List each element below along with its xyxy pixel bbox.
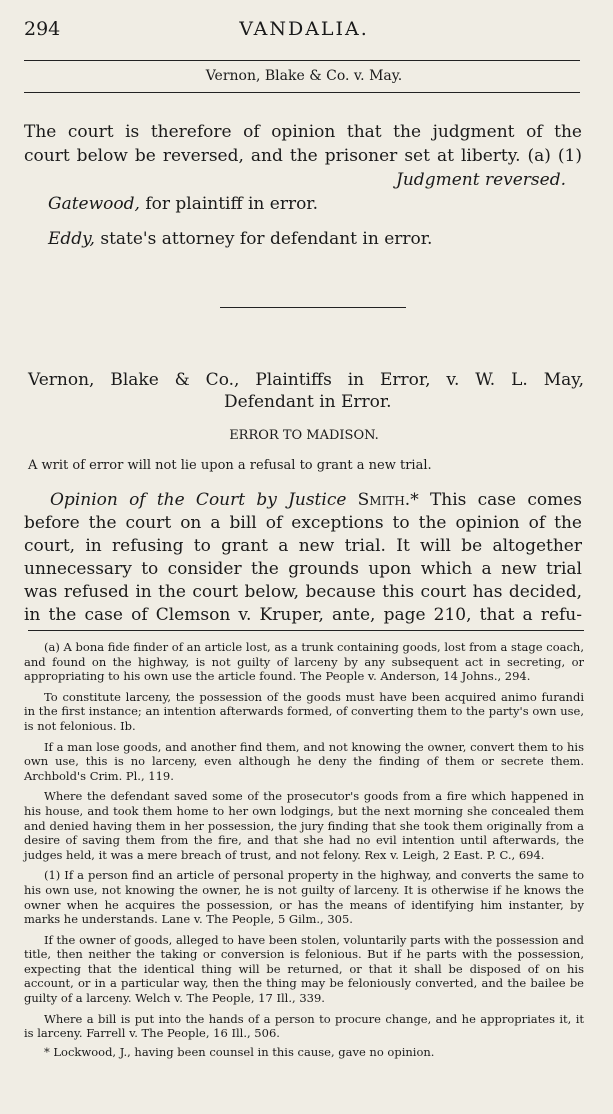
paragraph-line: The court is therefore of opinion that the judgment of the <box>24 122 582 142</box>
footnote: If the owner of goods, alleged to have been stolen, voluntarily parts with the possession and title, then neither the taking or conversion is felonious. But if he parts with the possession, expecting that the identical thing will be returned, or that it shall be disposed of on his account, or in a particular way, then the thing may be feloniously converted, and the bailee be guilty of a larceny. Welch v. The People, 17 Ill., 339. <box>24 932 584 1006</box>
court-of-error: ERROR TO MADISON. <box>229 428 379 443</box>
footnote-lockwood: * Lockwood, J., having been counsel in this cause, gave no opinion. <box>44 1044 435 1059</box>
case-separator-rule <box>220 307 406 308</box>
book-page <box>24 0 586 1114</box>
opinion-line: before the court on a bill of exceptions to the opinion of the <box>24 513 582 533</box>
running-title: VANDALIA. <box>239 18 369 40</box>
opinion-line: court, in refusing to grant a new trial. It will be altogether <box>24 536 582 556</box>
counsel-plaintiff <box>48 194 318 214</box>
case-title-line2: Defendant in Error. <box>224 392 392 412</box>
counsel-plaintiff-role: for plaintiff in error. <box>139 194 318 214</box>
counsel-plaintiff-name: Gatewood, <box>48 194 140 214</box>
opinion-line: unnecessary to consider the grounds upon which a new trial <box>24 559 582 579</box>
opinion-intro: Opinion of the Court by Justice <box>50 490 347 510</box>
opinion-line: in the case of Clemson v. Kruper, ante, page 210, that a refu- <box>24 605 582 625</box>
opinion-justice: Smith.* <box>357 490 419 510</box>
counsel-defendant <box>48 229 432 249</box>
syllabus: A writ of error will not lie upon a refusal to grant a new trial. <box>28 458 432 473</box>
header-rule-bottom <box>24 92 580 93</box>
page-header <box>24 18 584 46</box>
counsel-defendant-role: state's attorney for defendant in error. <box>94 229 433 249</box>
opinion-line: was refused in the court below, because this court has decided, <box>24 582 582 602</box>
footnote: Where the defendant saved some of the prosecutor's goods from a fire which happened in his house, and took them home to her own lodgings, but the next morning she concealed them and denied having them in her possession, the jury finding that she took them originally from a desire of saving them from the fire, and that she had no evil intention until afterwards, the judges held, it was a mere breach of trust, and not felony. Rex v. Leigh, 2 East. P. C., 694. <box>24 789 584 862</box>
footnote: (a) A bona fide finder of an article lost, as a trunk containing goods, lost from a stage coach, and found on the highway, is not guilty of larceny by any subsequent act in secreting, or appropriating to his own use the article found. The People v. Anderson, 14 Johns., 294. <box>24 640 584 684</box>
footnote: Where a bill is put into the hands of a person to procure change, and he appropriates it, it is larceny. Farrell v. The People, 16 Ill., 506. <box>24 1011 584 1041</box>
footnotes <box>24 640 584 1059</box>
footnote: (1) If a person find an article of personal property in the highway, and converts the same to his own use, not knowing the owner, he is not guilty of larceny. It is otherwise if he knows the owner when he acquires the possession, or has the means of identifying him instanter, by marks he understands. Lane v. The People, 5 Gilm., 305. <box>24 868 584 927</box>
opinion-line: This case comes <box>429 490 582 510</box>
header-rule-top <box>24 60 580 61</box>
case-subheading: Vernon, Blake & Co. v. May. <box>205 68 403 84</box>
opinion-first-line <box>50 490 582 510</box>
footnote-rule <box>28 630 584 631</box>
footnote: If a man lose goods, and another find them, and not knowing the owner, convert them to his own use, this is no larceny, even although he deny the finding of them or secrete them. Archbold's Crim. Pl., 119. <box>24 739 584 783</box>
judgment-reversed: Judgment reversed. <box>396 170 566 190</box>
counsel-defendant-name: Eddy, <box>48 229 95 249</box>
page-number: 294 <box>24 18 61 40</box>
paragraph-line: court below be reversed, and the prisoner set at liberty. (a) (1) <box>24 146 582 166</box>
footnote: To constitute larceny, the possession of the goods must have been acquired animo furandi in the first instance; an intention afterwards formed, of converting them to the party's own use, is not felonious. Ib. <box>24 689 584 733</box>
case-title-line1: Vernon, Blake & Co., Plaintiffs in Error, v. W. L. May, <box>28 370 584 390</box>
